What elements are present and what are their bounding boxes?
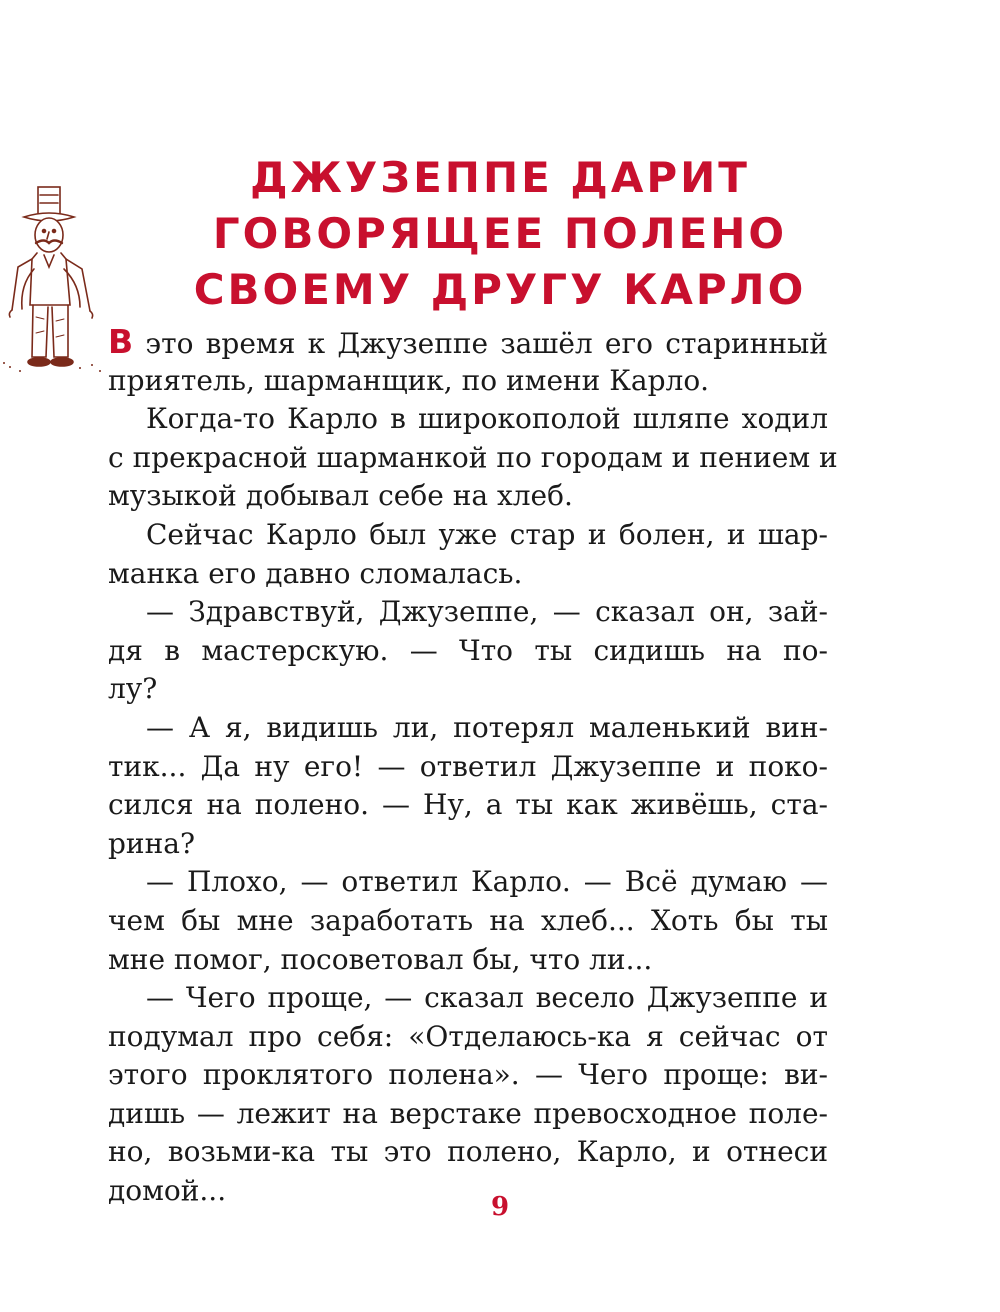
text-line: музыкой добывал себе на хлеб. — [108, 479, 573, 513]
text-line: — А я, видишь ли, потерял маленький вин- — [146, 710, 828, 744]
text-line: этого проклятого полена». — Чего проще: ви- — [108, 1058, 828, 1092]
chapter-title — [180, 150, 820, 318]
text-line: Когда-то Карло в широкополой шляпе ходил — [146, 402, 828, 436]
text-line: мне помог, посоветовал бы, что ли... — [108, 942, 653, 976]
text-line: рина? — [108, 826, 195, 860]
text-line: — Чего проще, — сказал весело Джузеппе и — [146, 981, 828, 1015]
text-line: — Плохо, — ответил Карло. — Всё думаю — — [146, 865, 828, 899]
text-line: приятель, шарманщик, по имени Карло. — [108, 363, 710, 397]
text-line: чем бы мне заработать на хлеб... Хоть бы ты — [108, 903, 828, 937]
text-line: домой... — [108, 1174, 227, 1208]
text-line: дя в мастерскую. — Что ты сидишь на по- — [108, 633, 828, 667]
page-number: 9 — [490, 1192, 510, 1222]
text-line: манка его давно сломалась. — [108, 556, 523, 590]
text-line: с прекрасной шарманкой по городам и пением и — [108, 440, 838, 474]
text-line: дишь — лежит на верстаке превосходное поле- — [108, 1096, 828, 1130]
text-line: — Здравствуй, Джузеппе, — сказал он, зай- — [146, 595, 828, 629]
text-line: сился на полено. — Ну, а ты как живёшь, ста- — [108, 788, 828, 822]
text-line: Сейчас Карло был уже стар и болен, и шар- — [146, 517, 828, 551]
chapter-title-line-2: ГОВОРЯЩЕЕ ПОЛЕНО — [212, 209, 788, 258]
chapter-body — [108, 322, 838, 1211]
text-line: подумал про себя: «Отделаюсь-ка я сейчас от — [108, 1019, 828, 1053]
carlo-illustration — [0, 185, 110, 375]
text-line: лу? — [108, 672, 158, 706]
chapter-title-line-3: СВОЕМУ ДРУГУ КАРЛО — [193, 265, 807, 314]
text-line: но, возьми-ка ты это полено, Карло, и отнеси — [108, 1135, 828, 1169]
text-line: тик... Да ну его! — ответил Джузеппе и поко- — [108, 749, 828, 783]
drop-cap: В — [108, 322, 134, 361]
text-line: В это время к Джузеппе зашёл его старинный — [108, 322, 828, 361]
chapter-title-line-1: ДЖУЗЕППЕ ДАРИТ — [250, 153, 750, 202]
